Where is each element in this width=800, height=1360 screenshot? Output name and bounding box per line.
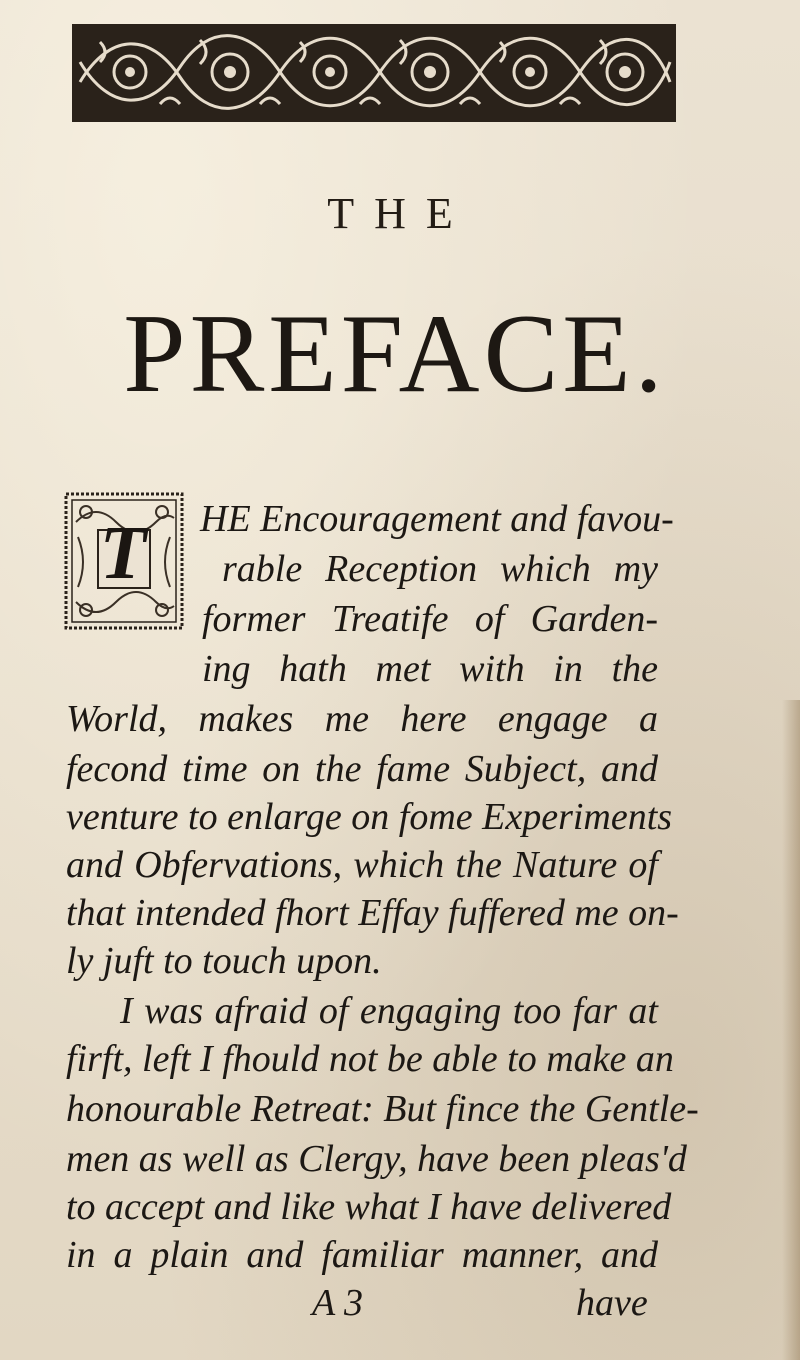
text-line: in a plain and familiar manner, and bbox=[66, 1234, 658, 1276]
ornamental-headpiece bbox=[70, 22, 678, 124]
signature-mark: A 3 bbox=[312, 1282, 364, 1324]
text-line: rable Reception which my bbox=[222, 548, 658, 590]
text-line: ly juft to touch upon. bbox=[66, 940, 382, 982]
heading-the: THE bbox=[327, 189, 473, 238]
text-line: HE Encouragement and favou- bbox=[200, 498, 674, 540]
text-line: men as well as Clergy, have been pleas'd bbox=[66, 1138, 687, 1180]
text-line: and Obfervations, which the Nature of bbox=[66, 844, 658, 886]
text-line: former Treatife of Garden- bbox=[202, 598, 658, 640]
text-line: venture to enlarge on fome Experiments bbox=[66, 796, 673, 838]
text-line: ing hath met with in the bbox=[202, 648, 658, 690]
text-line: fecond time on the fame Subject, and bbox=[66, 748, 658, 790]
page-edge-shadow bbox=[782, 700, 800, 1360]
text-line: to accept and like what I have delivered bbox=[66, 1186, 672, 1228]
page-title: PREFACE. bbox=[123, 292, 667, 416]
catchword: have bbox=[576, 1282, 648, 1324]
text-line: that intended fhort Effay fuffered me on- bbox=[66, 892, 679, 934]
text-line: honourable Retreat: But fince the Gentle- bbox=[66, 1088, 699, 1130]
dropcap-letter: T bbox=[99, 511, 147, 595]
text-line: I was afraid of engaging too far at bbox=[120, 990, 658, 1032]
text-line: firft, left I fhould not be able to make an bbox=[66, 1038, 674, 1080]
text-line: World, makes me here engage a bbox=[66, 698, 658, 740]
